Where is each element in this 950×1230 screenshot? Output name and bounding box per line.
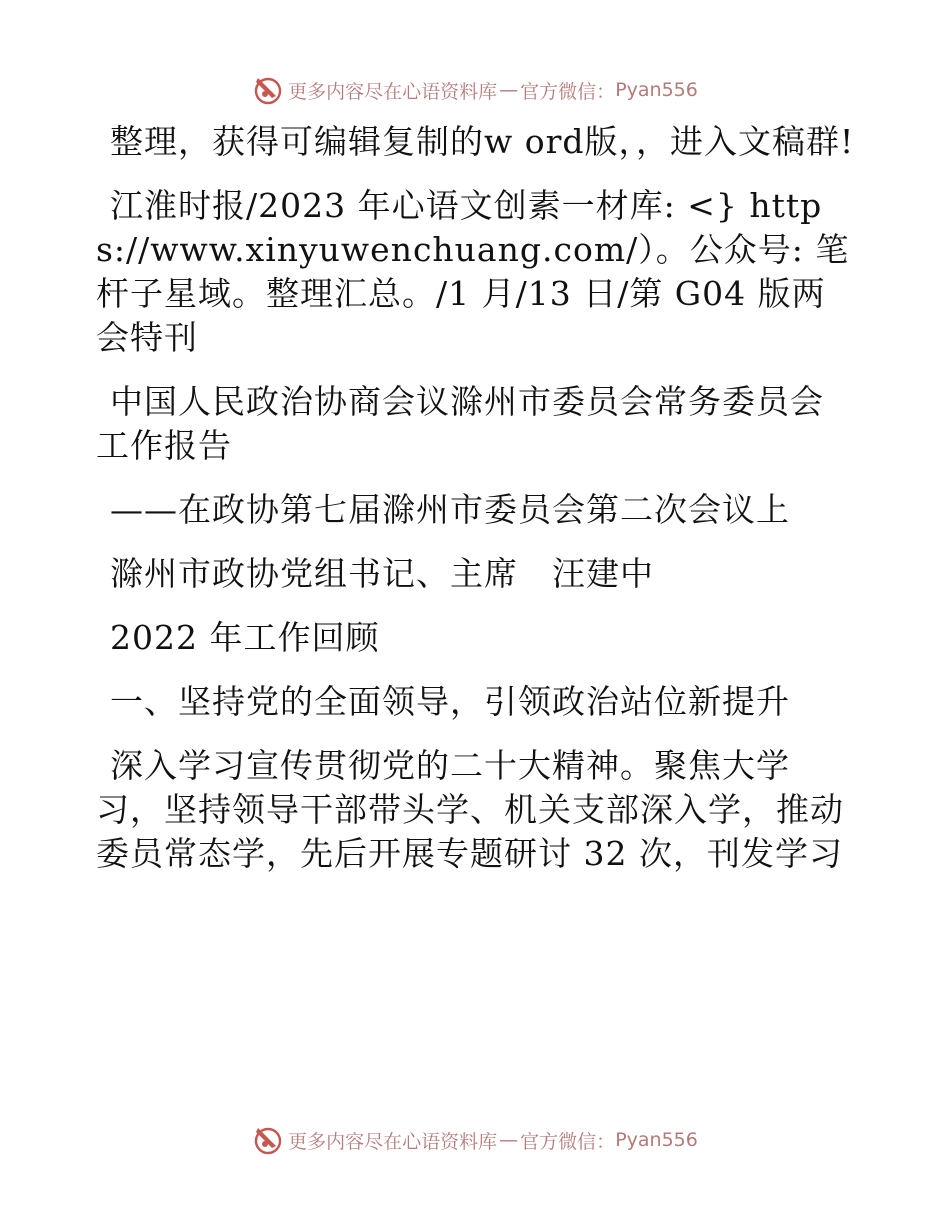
banner-separator: — [499, 79, 519, 101]
banner-text: 更多内容尽在心语资料库 [288, 1130, 498, 1153]
paragraph-body: 深入学习宣传贯彻党的二十大精神。聚焦大学习，坚持领导干部带头学、机关支部深入学，推动委员常态学，先后开展专题研讨 32 次，刊发学习 [96, 746, 844, 873]
banner-wechat-label: 官方微信： [520, 80, 616, 103]
footer-watermark [0, 1120, 950, 1160]
banner-separator: — [499, 1129, 519, 1151]
banner-text: 更多内容尽在心语资料库 [288, 80, 498, 103]
paragraph-intro: 整理，获得可编辑复制的w ord版，，进入文稿群! [110, 122, 855, 161]
header-watermark [0, 70, 950, 110]
document-title: 中国人民政治协商会议滁州市委员会常务委员会工作报告 [96, 382, 824, 465]
subsection-heading: 一、坚持党的全面领导，引领政治站位新提升 [110, 682, 790, 721]
banner-wechat-label: 官方微信： [520, 1130, 616, 1153]
document-subtitle: ——在政协第七届滁州市委员会第二次会议上 [110, 490, 790, 529]
document-body [96, 120, 856, 896]
quill-seal-icon [252, 1124, 284, 1156]
banner-wechat-id: Pyan556 [615, 79, 698, 101]
quill-seal-icon [252, 74, 284, 106]
banner-wechat-id: Pyan556 [615, 1129, 698, 1151]
document-author: 滁州市政协党组书记、主席 汪建中 [110, 554, 654, 593]
paragraph-source: 江淮时报/2023 年心语文创素一材库: <} https://www.xinyuwenchuang.com/）。公众号: 笔杆子星域。整理汇总。/1 月/13 日/第 G04 版两会特刊 [96, 186, 850, 357]
section-heading: 2022 年工作回顾 [110, 618, 380, 657]
